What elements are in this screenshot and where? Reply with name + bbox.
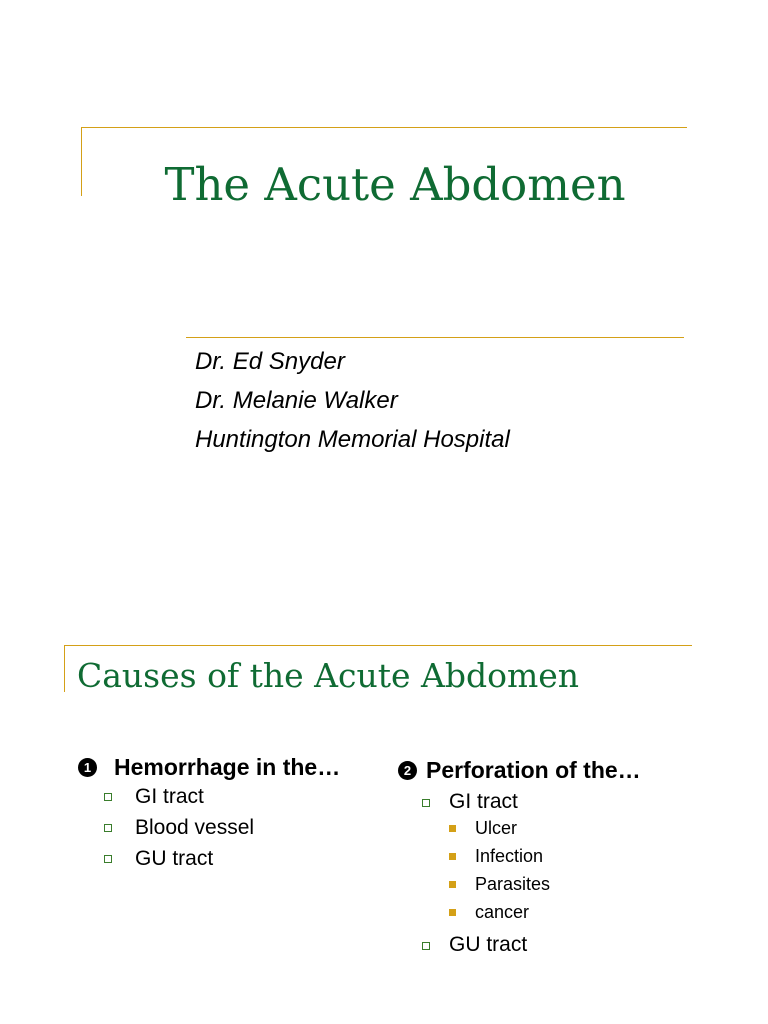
square-bullet-icon bbox=[104, 855, 112, 863]
list-item-label: GU tract bbox=[135, 847, 214, 870]
cause-column-perforation bbox=[398, 757, 641, 957]
square-bullet-icon bbox=[422, 799, 430, 807]
sublist-item bbox=[449, 902, 641, 930]
list-item-label: GI tract bbox=[135, 785, 204, 808]
square-bullet-icon bbox=[449, 881, 456, 888]
list-item-label: GI tract bbox=[449, 790, 518, 813]
sublist-item bbox=[449, 818, 641, 846]
square-bullet-icon bbox=[422, 942, 430, 950]
gi-tract-sublist bbox=[449, 818, 641, 930]
list-item bbox=[104, 816, 340, 847]
list-item-label: GU tract bbox=[449, 933, 528, 956]
number-one-bullet-icon: 1 bbox=[78, 758, 97, 777]
sublist-item-label: cancer bbox=[475, 902, 530, 922]
list-item-label: Blood vessel bbox=[135, 816, 255, 839]
list-item bbox=[422, 933, 641, 957]
square-bullet-icon bbox=[449, 853, 456, 860]
author-line: Dr. Melanie Walker bbox=[195, 387, 398, 414]
column-heading bbox=[78, 754, 340, 781]
perforation-list bbox=[422, 790, 641, 957]
sublist-item-label: Infection bbox=[475, 846, 544, 866]
list-item bbox=[104, 847, 340, 878]
list-item bbox=[104, 785, 340, 816]
sublist-item-label: Ulcer bbox=[475, 818, 518, 838]
slide2-top-rule bbox=[64, 645, 692, 646]
slide-title: The Acute Abdomen bbox=[164, 158, 626, 211]
slide2-title: Causes of the Acute Abdomen bbox=[77, 656, 580, 695]
author-line: Dr. Ed Snyder bbox=[195, 348, 345, 375]
list-item bbox=[422, 790, 641, 930]
title-top-rule bbox=[81, 127, 687, 128]
column-heading bbox=[398, 757, 641, 784]
authors-list bbox=[195, 342, 510, 459]
square-bullet-icon bbox=[449, 909, 456, 916]
hemorrhage-list bbox=[104, 785, 340, 878]
square-bullet-icon bbox=[104, 824, 112, 832]
cause-column-hemorrhage bbox=[78, 754, 340, 878]
sublist-item bbox=[449, 874, 641, 902]
number-two-bullet-icon: 2 bbox=[398, 761, 417, 780]
affiliation-line: Huntington Memorial Hospital bbox=[195, 426, 510, 453]
sublist-item bbox=[449, 846, 641, 874]
square-bullet-icon bbox=[449, 825, 456, 832]
slide2-left-rule bbox=[64, 645, 65, 692]
heading-text: Perforation of the… bbox=[426, 757, 641, 783]
square-bullet-icon bbox=[104, 793, 112, 801]
authors-top-rule bbox=[186, 337, 684, 338]
heading-text: Hemorrhage in the… bbox=[114, 754, 341, 780]
sublist-item-label: Parasites bbox=[475, 874, 551, 894]
